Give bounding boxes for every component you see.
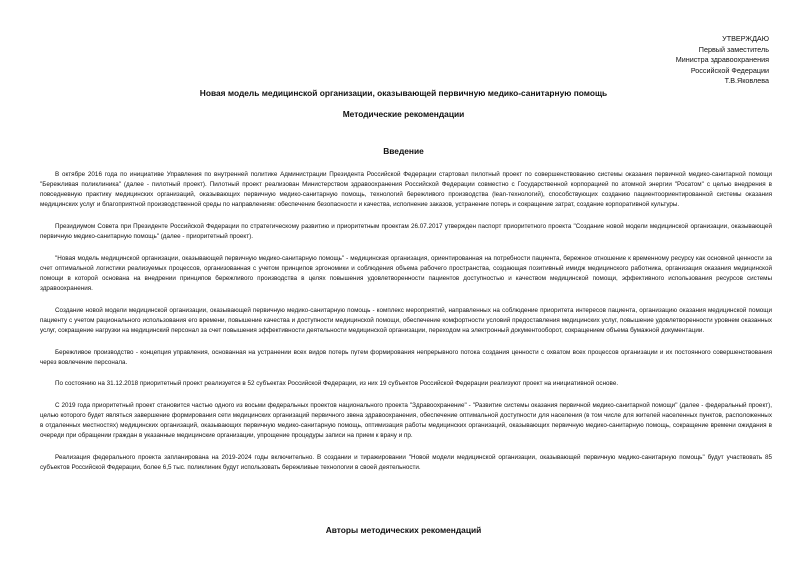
introduction-body bbox=[40, 170, 772, 485]
approval-line: Российской Федерации bbox=[690, 65, 769, 75]
approval-block bbox=[676, 34, 769, 87]
paragraph: "Новая модель медицинской организации, оказывающей первичную медико-санитарную помощь" - медицинская организация, ориентированная на потребности пациента, бережное отношение к временному ресурсу как основной ценности за счет оптимальной логистики реализуемых процессов, организованная с учетом принципов эргономики и соблюдения объема рабочего пространства, создающая позитивный имидж медицинского работника, организация оказания медицинской помощи в которой основана на внедрении принципов бережливого производства в целях повышения удовлетворенности пациентов доступностью и качеством медицинской помощи, эффективного использования ресурсов системы здравоохранения. bbox=[40, 254, 772, 293]
approval-line: Первый заместитель bbox=[698, 44, 769, 54]
section-heading-introduction: Введение bbox=[383, 146, 424, 156]
document-title: Новая модель медицинской организации, оказывающей первичную медико-санитарную помощь bbox=[199, 88, 608, 98]
approval-line: УТВЕРЖДАЮ bbox=[722, 34, 769, 43]
paragraph: С 2019 года приоритетный проект становится частью одного из восьми федеральных проектов национального проекта "Здравоохранение" - "Развитие системы оказания первичной медико-санитарной помощи" (далее - федеральный проект), целью которого будет являться завершение формирования сети медицинских организаций первичного звена здравоохранения, обеспечение оптимальной доступности для населения (в том числе для жителей населенных пунктов, расположенных в отдаленных местностях) медицинских организаций, оказывающих первичную медико-санитарную помощь, оптимизация работы медицинских организаций, оказывающих первичную медико-санитарную помощь, сокращение времени ожидания в очереди при обращении граждан в указанные медицинские организации, упрощение процедуры записи на прием к врачу и пр. bbox=[40, 402, 772, 440]
paragraph: В октябре 2016 года по инициативе Управления по внутренней политике Администрации Президента Российской Федерации стартовал пилотный проект по совершенствованию системы оказания первичной медико-санитарной помощи "Бережливая поликлиника" (далее - пилотный проект). Пилотный проект реализован Министерством здравоохранения Российской Федерации совместно с Государственной корпорацией по атомной энергии "Росатом" с целью внедрения в повседневную практику медицинских организаций, оказывающих первичную медико-санитарную помощь, технологий бережливого производства (lean-технологий), способствующих созданию пациентоориентированной системы оказания медицинских услуг и благоприятной производственной среды по направлениям: обеспечение безопасности и качества, исполнение заказов, устранение потерь и сокращение затрат, создание корпоративной культуры. bbox=[40, 171, 772, 209]
document-subtitle: Методические рекомендации bbox=[342, 109, 465, 119]
paragraph: Реализация федерального проекта запланирована на 2019-2024 годы включительно. В создании и тиражировании "Новой модели медицинской организации, оказывающей первичную медико-санитарную помощь" будут участвовать 85 субъектов Российской Федерации, более 6,5 тыс. поликлиник будут использовать бережливые технологии в своей деятельности. bbox=[40, 454, 772, 472]
section-heading-authors: Авторы методических рекомендаций bbox=[325, 525, 482, 535]
paragraph: Президиумом Совета при Президенте Российской Федерации по стратегическому развитию и приоритетным проектам 26.07.2017 утвержден паспорт приоритетного проекта "Создание новой модели медицинской организации, оказывающей первичную медико-санитарную помощь" (далее - приоритетный проект). bbox=[40, 222, 772, 241]
paragraph: Бережливое производство - концепция управления, основанная на устранении всех видов потерь путем формирования непрерывного потока создания ценности с охватом всех процессов организации и их постоянного совершенствования через вовлечение персонала. bbox=[40, 348, 772, 366]
paragraph: По состоянию на 31.12.2018 приоритетный проект реализуется в 52 субъектах Российской Федерации, из них 19 субъектов Российской Федерации реализуют проект на инициативной основе. bbox=[55, 380, 619, 388]
approval-line: Министра здравоохранения bbox=[675, 55, 769, 65]
approval-signatory: Т.В.Яковлева bbox=[724, 76, 769, 86]
paragraph: Создание новой модели медицинской организации, оказывающей первичную медико-санитарную помощь - комплекс мероприятий, направленных на соблюдение приоритета интересов пациента, организацию оказания медицинской помощи пациенту с учетом рационального использования его времени, повышение качества и доступности медицинской помощи, обеспечение комфортности условий предоставления медицинских услуг, повышение удовлетворенности уровнем оказанных услуг, сокращение нагрузки на медицинский персонал за счет повышения эффективности деятельности медицинской организации, переходом на электронный документооборот, сокращением объема бумажной документации. bbox=[40, 306, 772, 334]
